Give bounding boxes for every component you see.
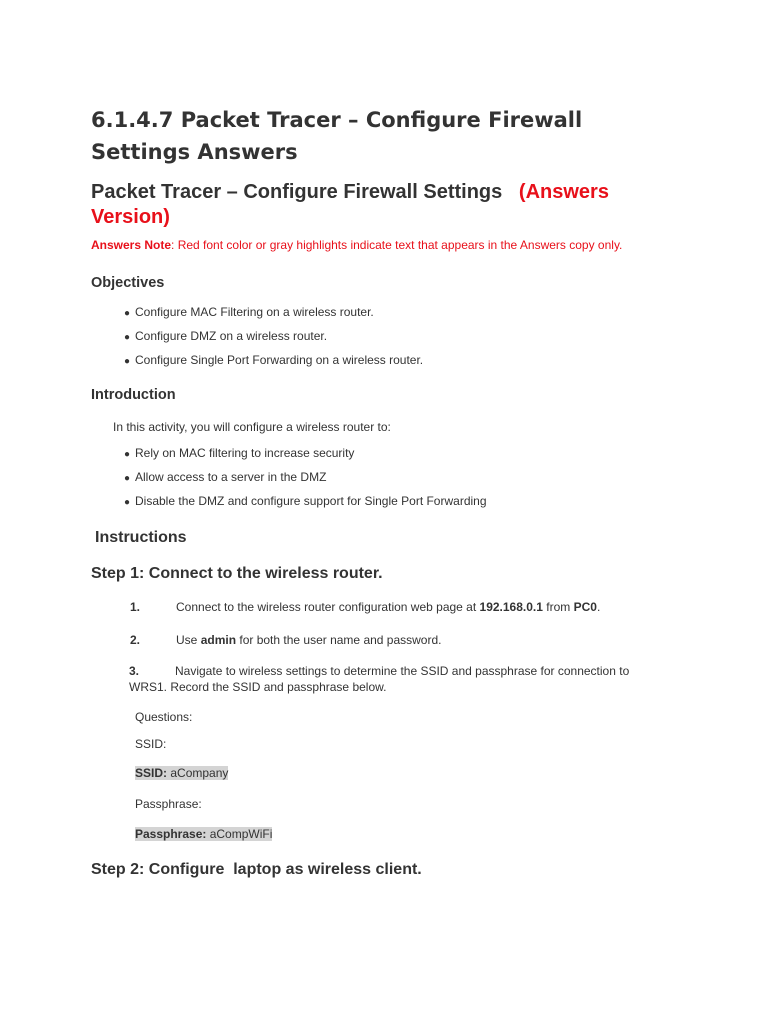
- step1-item-3: 3. Navigate to wireless settings to determine the SSID and passphrase for connection to WRS1. Record the SSID and passphrase below.: [129, 664, 630, 694]
- answers-version-line1: (Answers: [518, 181, 609, 203]
- questions-label: Questions:: [135, 710, 193, 724]
- objectives-heading: Objectives: [91, 275, 165, 291]
- bullet-icon: ●: [124, 356, 131, 367]
- step2-heading: Step 2: Configure laptop as wireless client.: [91, 861, 422, 878]
- page-title-line1: 6.1.4.7 Packet Tracer – Configure Firewall: [91, 108, 583, 132]
- passphrase-question: Passphrase:: [135, 797, 202, 811]
- document-heading: [91, 180, 691, 230]
- answers-note: [91, 238, 622, 252]
- bullet-icon: ●: [124, 497, 131, 508]
- bullet-icon: ●: [124, 308, 131, 319]
- answers-note-label: Answers Note: [91, 238, 172, 252]
- objective-item: ● Configure DMZ on a wireless router.: [124, 329, 328, 343]
- ssid-question: SSID:: [135, 737, 167, 751]
- introduction-item: ● Rely on MAC filtering to increase security: [124, 446, 355, 460]
- page-title: [91, 104, 731, 168]
- passphrase-answer: Passphrase: aCompWiFi: [135, 827, 273, 841]
- bullet-icon: ●: [124, 449, 131, 460]
- step1-item-2: 2. Use admin for both the user name and password.: [130, 633, 442, 647]
- step1-item-1: 1. Connect to the wireless router configuration web page at 192.168.0.1 from PC0.: [130, 600, 601, 614]
- objective-item: ● Configure Single Port Forwarding on a wireless router.: [124, 353, 424, 367]
- answers-version-line2: Version): [91, 206, 170, 228]
- page-title-line2: Settings Answers: [91, 140, 298, 164]
- bullet-icon: ●: [124, 473, 131, 484]
- step1-heading: Step 1: Connect to the wireless router.: [91, 565, 383, 582]
- objective-item: ● Configure MAC Filtering on a wireless router.: [124, 305, 374, 319]
- answers-note-text: : Red font color or gray highlights indicate text that appears in the Answers copy only.: [171, 238, 623, 252]
- ssid-answer: SSID: aCompany: [135, 766, 229, 780]
- introduction-item: ● Disable the DMZ and configure support for Single Port Forwarding: [124, 494, 487, 508]
- bullet-icon: ●: [124, 332, 131, 343]
- introduction-heading: Introduction: [91, 387, 176, 403]
- document-heading-text: Packet Tracer – Configure Firewall Settings: [91, 181, 503, 203]
- introduction-lead: In this activity, you will configure a wireless router to:: [113, 420, 391, 434]
- introduction-item: ● Allow access to a server in the DMZ: [124, 470, 327, 484]
- instructions-heading: Instructions: [95, 529, 187, 546]
